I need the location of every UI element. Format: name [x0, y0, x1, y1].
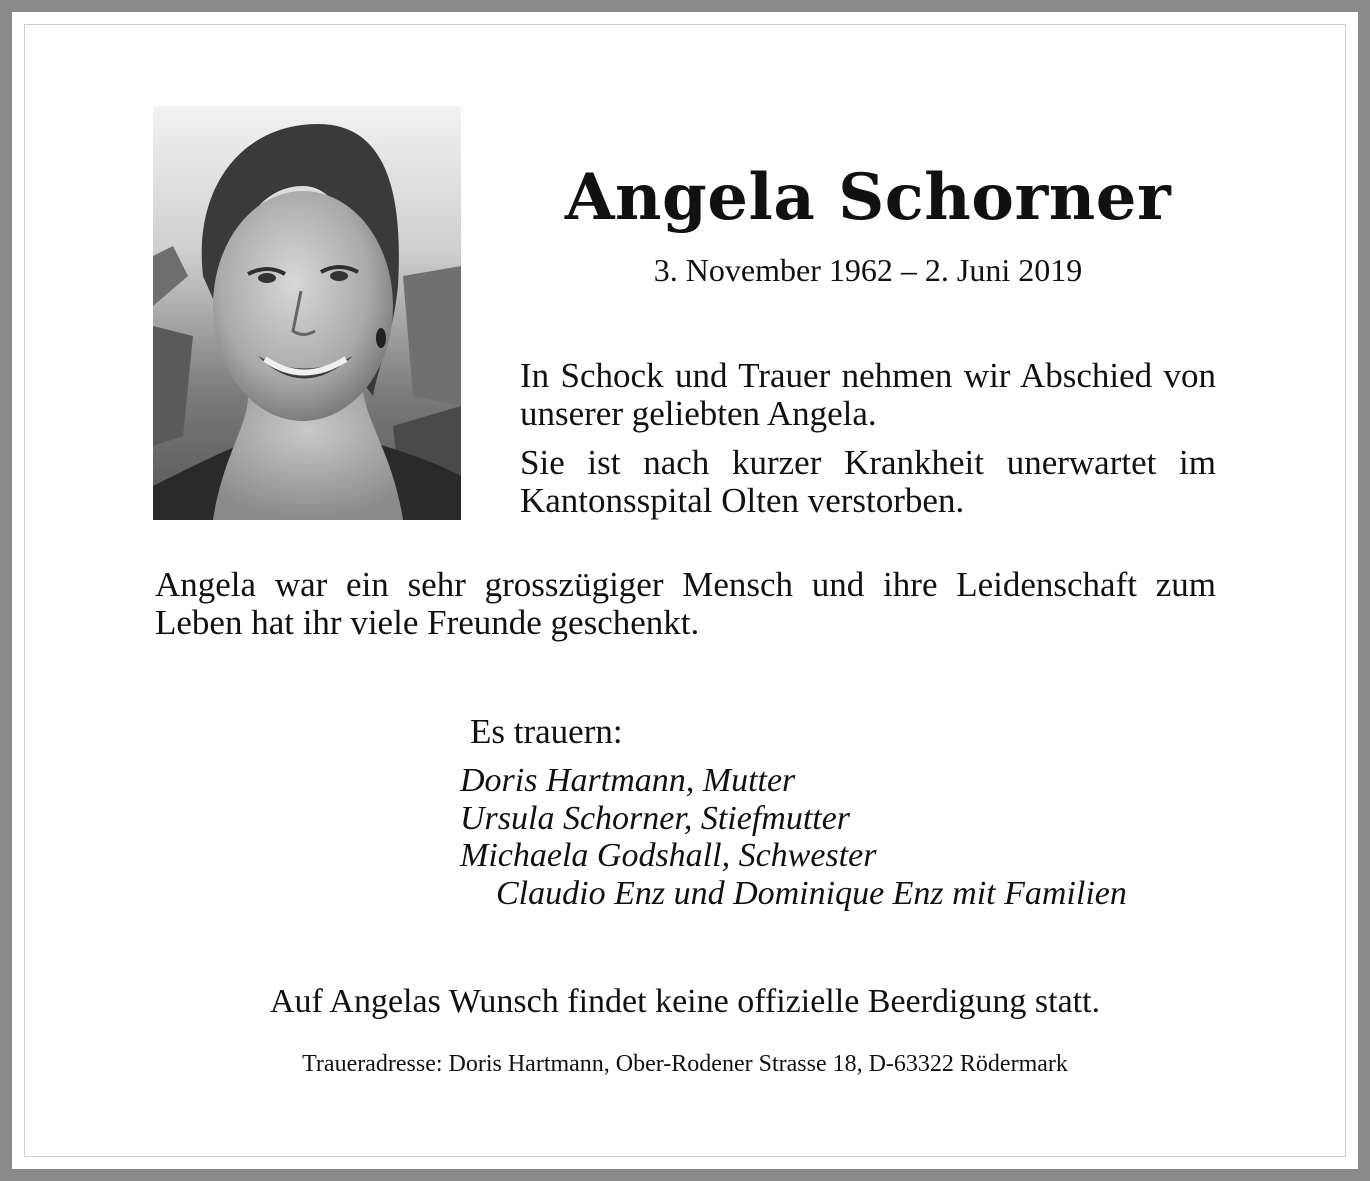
- mourners-list: [460, 762, 1220, 912]
- deceased-name: Angela Schorner: [564, 160, 1172, 235]
- tribute-paragraph: Angela war ein sehr grosszügiger Mensch und ihre Leidenschaft zum Leben hat ihr viele Freunde geschenkt.: [155, 565, 1216, 642]
- life-dates: 3. November 1962 – 2. Juni 2019: [653, 252, 1083, 288]
- mourner-line: Ursula Schorner, Stiefmutter: [460, 799, 851, 837]
- farewell-paragraph: In Schock und Trauer nehmen wir Abschied von unserer geliebten Angela.: [520, 356, 1216, 433]
- mourner-line: Claudio Enz und Dominique Enz mit Familien: [496, 874, 1127, 912]
- mourning-label: Es trauern:: [470, 712, 623, 751]
- death-circumstances-paragraph: Sie ist nach kurzer Krankheit unerwartet im Kantonsspital Olten verstorben.: [520, 443, 1216, 520]
- mourner-line: Doris Hartmann, Mutter: [460, 762, 796, 799]
- funeral-note: Auf Angelas Wunsch findet keine offizielle Beerdigung statt.: [269, 983, 1101, 1020]
- portrait-image: [153, 106, 461, 520]
- portrait-photo: [153, 106, 461, 520]
- mourner-line: Michaela Godshall, Schwester: [460, 837, 877, 874]
- mourning-address: Traueradresse: Doris Hartmann, Ober-Rodener Strasse 18, D-63322 Rödermark: [302, 1051, 1068, 1077]
